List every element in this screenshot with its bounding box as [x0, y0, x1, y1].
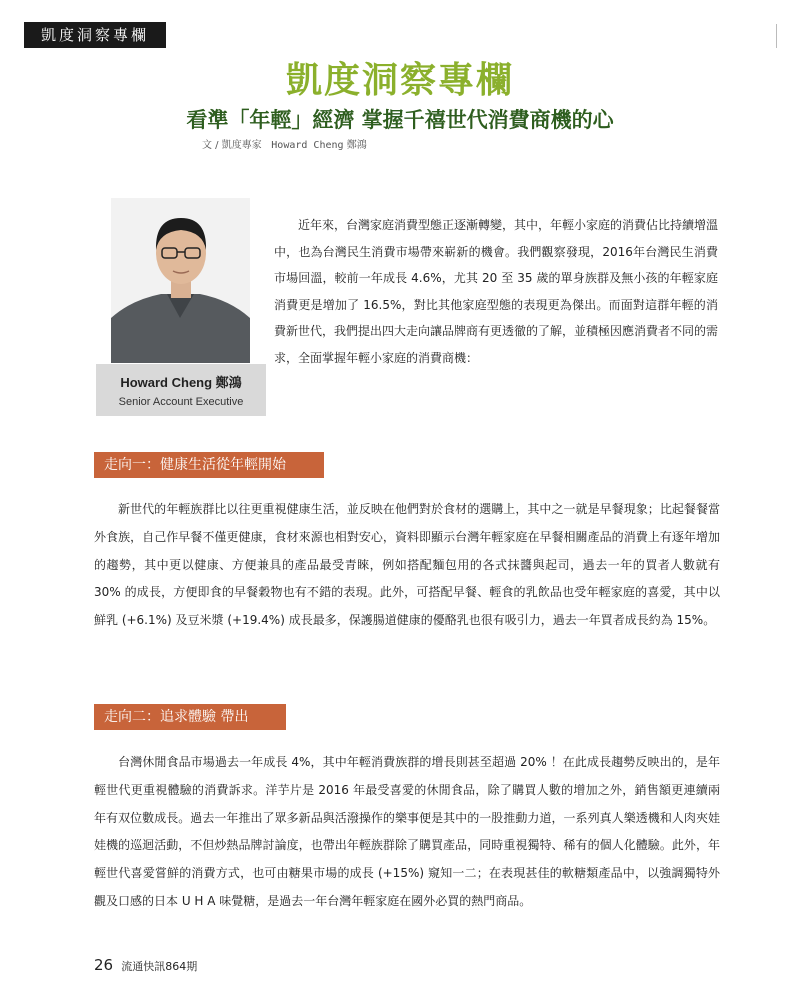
corner-divider	[776, 24, 777, 48]
section-body-1	[94, 496, 720, 635]
intro-paragraph	[274, 212, 718, 371]
byline-name-en: Howard Cheng	[271, 140, 344, 151]
page-footer	[94, 956, 197, 974]
byline	[202, 136, 367, 151]
section-heading-1: 走向一：健康生活從年輕開始	[94, 452, 324, 478]
byline-prefix: 文 / 凱度專家	[202, 140, 262, 151]
issue-label: 流通快訊864期	[121, 960, 198, 973]
section-heading-2: 走向二：追求體驗 帶出	[94, 704, 286, 730]
page-subtitle: 看準「年輕」經濟 掌握千禧世代消費商機的心	[186, 108, 614, 132]
section-text-1: 新世代的年輕族群比以往更重視健康生活，並反映在他們對於食材的選購上，其中之一就是早餐現象；比起餐餐當外食族，自己作早餐不僅更健康，食材來源也相對安心，資料即顯示台灣年輕家庭在早餐相關產品的消費上有逐年增加的趨勢，其中更以健康、方便兼具的產品最受青睞，例如搭配麵包用的各式抹醬與起司，過去一年的買者人數就有 30% 的成長，方便即食的早餐穀物也有不錯的表現。此外，可搭配早餐、輕食的乳飲品也受年輕家庭的喜愛，其中以鮮乳 (+6.1%) 及豆米漿 (+19.4%) 成長最多，保護腸道健康的優酪乳也很有吸引力，過去一年買者成長約為 15%。	[94, 502, 720, 628]
author-card	[96, 364, 266, 416]
author-name: Howard Cheng 鄭鴻	[120, 375, 242, 390]
author-role: Senior Account Executive	[118, 396, 244, 408]
page-number: 26	[94, 956, 114, 974]
intro-text: 近年來，台灣家庭消費型態正逐漸轉變，其中，年輕小家庭的消費佔比持續增溫中，也為台灣民生消費市場帶來嶄新的機會。我們觀察發現，2016年台灣民生消費市場回溫，較前一年成長 4.6%，尤其 20 至 35 歲的單身族群及無小孩的年輕家庭消費更是增加了 16.5%，對比其他家庭型態的表現更為傑出。而面對這群年輕的消費新世代，我們提出四大走向讓品牌商有更透徹的了解，並積極因應消費者不同的需求，全面掌握年輕小家庭的消費商機：	[274, 218, 719, 365]
section-body-2	[94, 749, 720, 916]
byline-name-zh: 鄭鴻	[346, 140, 367, 151]
author-portrait-icon	[111, 198, 250, 363]
section-text-2: 台灣休閒食品市場過去一年成長 4%，其中年輕消費族群的增長則甚至超過 20% ！在此成長趨勢反映出的，是年輕世代更重視體驗的消費訴求。洋芋片是 2016 年最受喜愛的休閒食品，除了購買人數的增加之外，銷售額更連續兩年有双位數成長。過去一年推出了眾多新品與活潑操作的樂事便是其中的一股推動力道，一系列真人樂透機和人肉夾娃娃機的巡迴活動，不但炒熱品牌討論度，也帶出年輕族群除了購買產品，同時重視獨特、稀有的個人化體驗。此外，年輕世代喜愛嘗鮮的消費方式，也可由糖果市場的成長 (+15%) 窺知一二；在表現甚佳的軟糖類產品中，以強調獨特外觀及口感的日本 U H A 味覺糖，是過去一年台灣年輕家庭在國外必買的熱門商品。	[94, 755, 720, 908]
page-title: 凱度洞察專欄	[285, 60, 514, 101]
column-tag: 凱度洞察專欄	[24, 22, 166, 48]
author-photo	[111, 198, 250, 363]
